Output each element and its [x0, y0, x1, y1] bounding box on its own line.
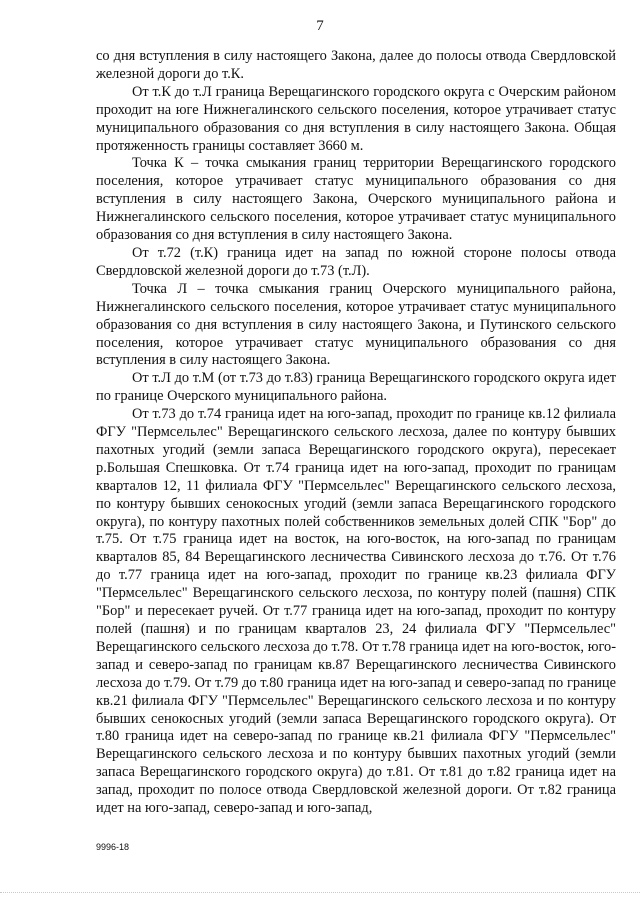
- paragraph-l-m: От т.Л до т.М (от т.73 до т.83) граница Верещагинского городского округа идет по границе Очерского муниципального района.: [96, 370, 616, 405]
- paragraph-t72-t73: От т.72 (т.К) граница идет на запад по южной стороне полосы отвода Свердловской железной дороги до т.73 (т.Л).: [96, 244, 616, 279]
- document-body: [96, 48, 616, 818]
- paragraph-border-k-l: От т.К до т.Л граница Верещагинского городского округа с Очерским районом проходит на юге Нижнегалинского сельского поселения, которое утрачивает статус муниципального образования со дня вступления в силу настоящего Закона. Общая протяженность границы составляет 3660 м.: [96, 83, 616, 154]
- page-bottom-divider: [0, 892, 640, 893]
- page-number: 7: [316, 18, 324, 34]
- paragraph-point-k: Точка К – точка смыкания границ территории Верещагинского городского поселения, которое утрачивает статус муниципального образования со дня вступления в силу настоящего Закона, Очерского муниципального района и Нижнегалинского сельского поселения, которое утрачивает статус муниципального образования со дня вступления в силу настоящего Закона.: [96, 155, 616, 244]
- paragraph-point-l: Точка Л – точка смыкания границ Очерского муниципального района, Нижнегалинского сельского поселения, которое утрачивает статус муниципального образования со дня вступления в силу настоящего Закона, и Путинского сельского поселения, которое утрачивает статус муниципального образования со дня вступления в силу настоящего Закона.: [96, 280, 616, 369]
- paragraph-t73-t82: От т.73 до т.74 граница идет на юго-запад, проходит по границе кв.12 филиала ФГУ "Пермсельлес" Верещагинского сельского лесхоза, далее по контуру бывших пахотных угодий (земли запаса Верещагинского городского округа), пересекает р.Большая Спешковка. От т.74 граница идет на юго-запад, проходит по границам кварталов 12, 11 филиала ФГУ "Пермсельлес" Верещагинского сельского лесхоза, по контуру бывших сенокосных угодий (земли запаса Верещагинского городского округа), по контуру пахотных полей собственников земельных долей СПК "Бор" до т.75. От т.75 граница идет на восток, на юго-восток, на юго-запад по границам кварталов 85, 84 Верещагинского лесничества Сивинского лесхоза до т.76. От т.76 до т.77 граница идет на юго-запад, проходит по границе кв.23 филиала ФГУ "Пермсельлес" Верещагинского сельского лесхоза, по контуру полей (пашня) СПК "Бор" и пересекает ручей. От т.77 граница идет на юго-запад, проходит по контуру полей (пашня) и по границам кварталов 23, 24 филиала ФГУ "Пермсельлес" Верещагинского сельского лесхоза до т.78. От т.78 граница идет на юго-восток, юго-запад и северо-запад по границам кв.87 Верещагинского лесничества Сивинского лесхоза до т.79. От т.79 до т.80 граница идет на юго-запад и северо-запад по границе кв.21 филиала ФГУ "Пермсельлес" Верещагинского сельского лесхоза и по контуру бывших сенокосных угодий (земли запаса Верещагинского городского округа). От т.80 граница идет на северо-запад по границе кв.21 филиала ФГУ "Пермсельлес" Верещагинского сельского лесхоза и по контуру бывших пахотных угодий (земли запаса Верещагинского городского округа) до т.81. От т.81 до т.82 граница идет на запад, проходит по полосе отвода Свердловской железной дороги. От т.82 граница идет на юго-запад, северо-запад и юго-запад,: [96, 406, 616, 817]
- document-code: 9996-18: [96, 842, 130, 852]
- paragraph-continuation: со дня вступления в силу настоящего Закона, далее до полосы отвода Свердловской железной дороги до т.К.: [96, 48, 616, 82]
